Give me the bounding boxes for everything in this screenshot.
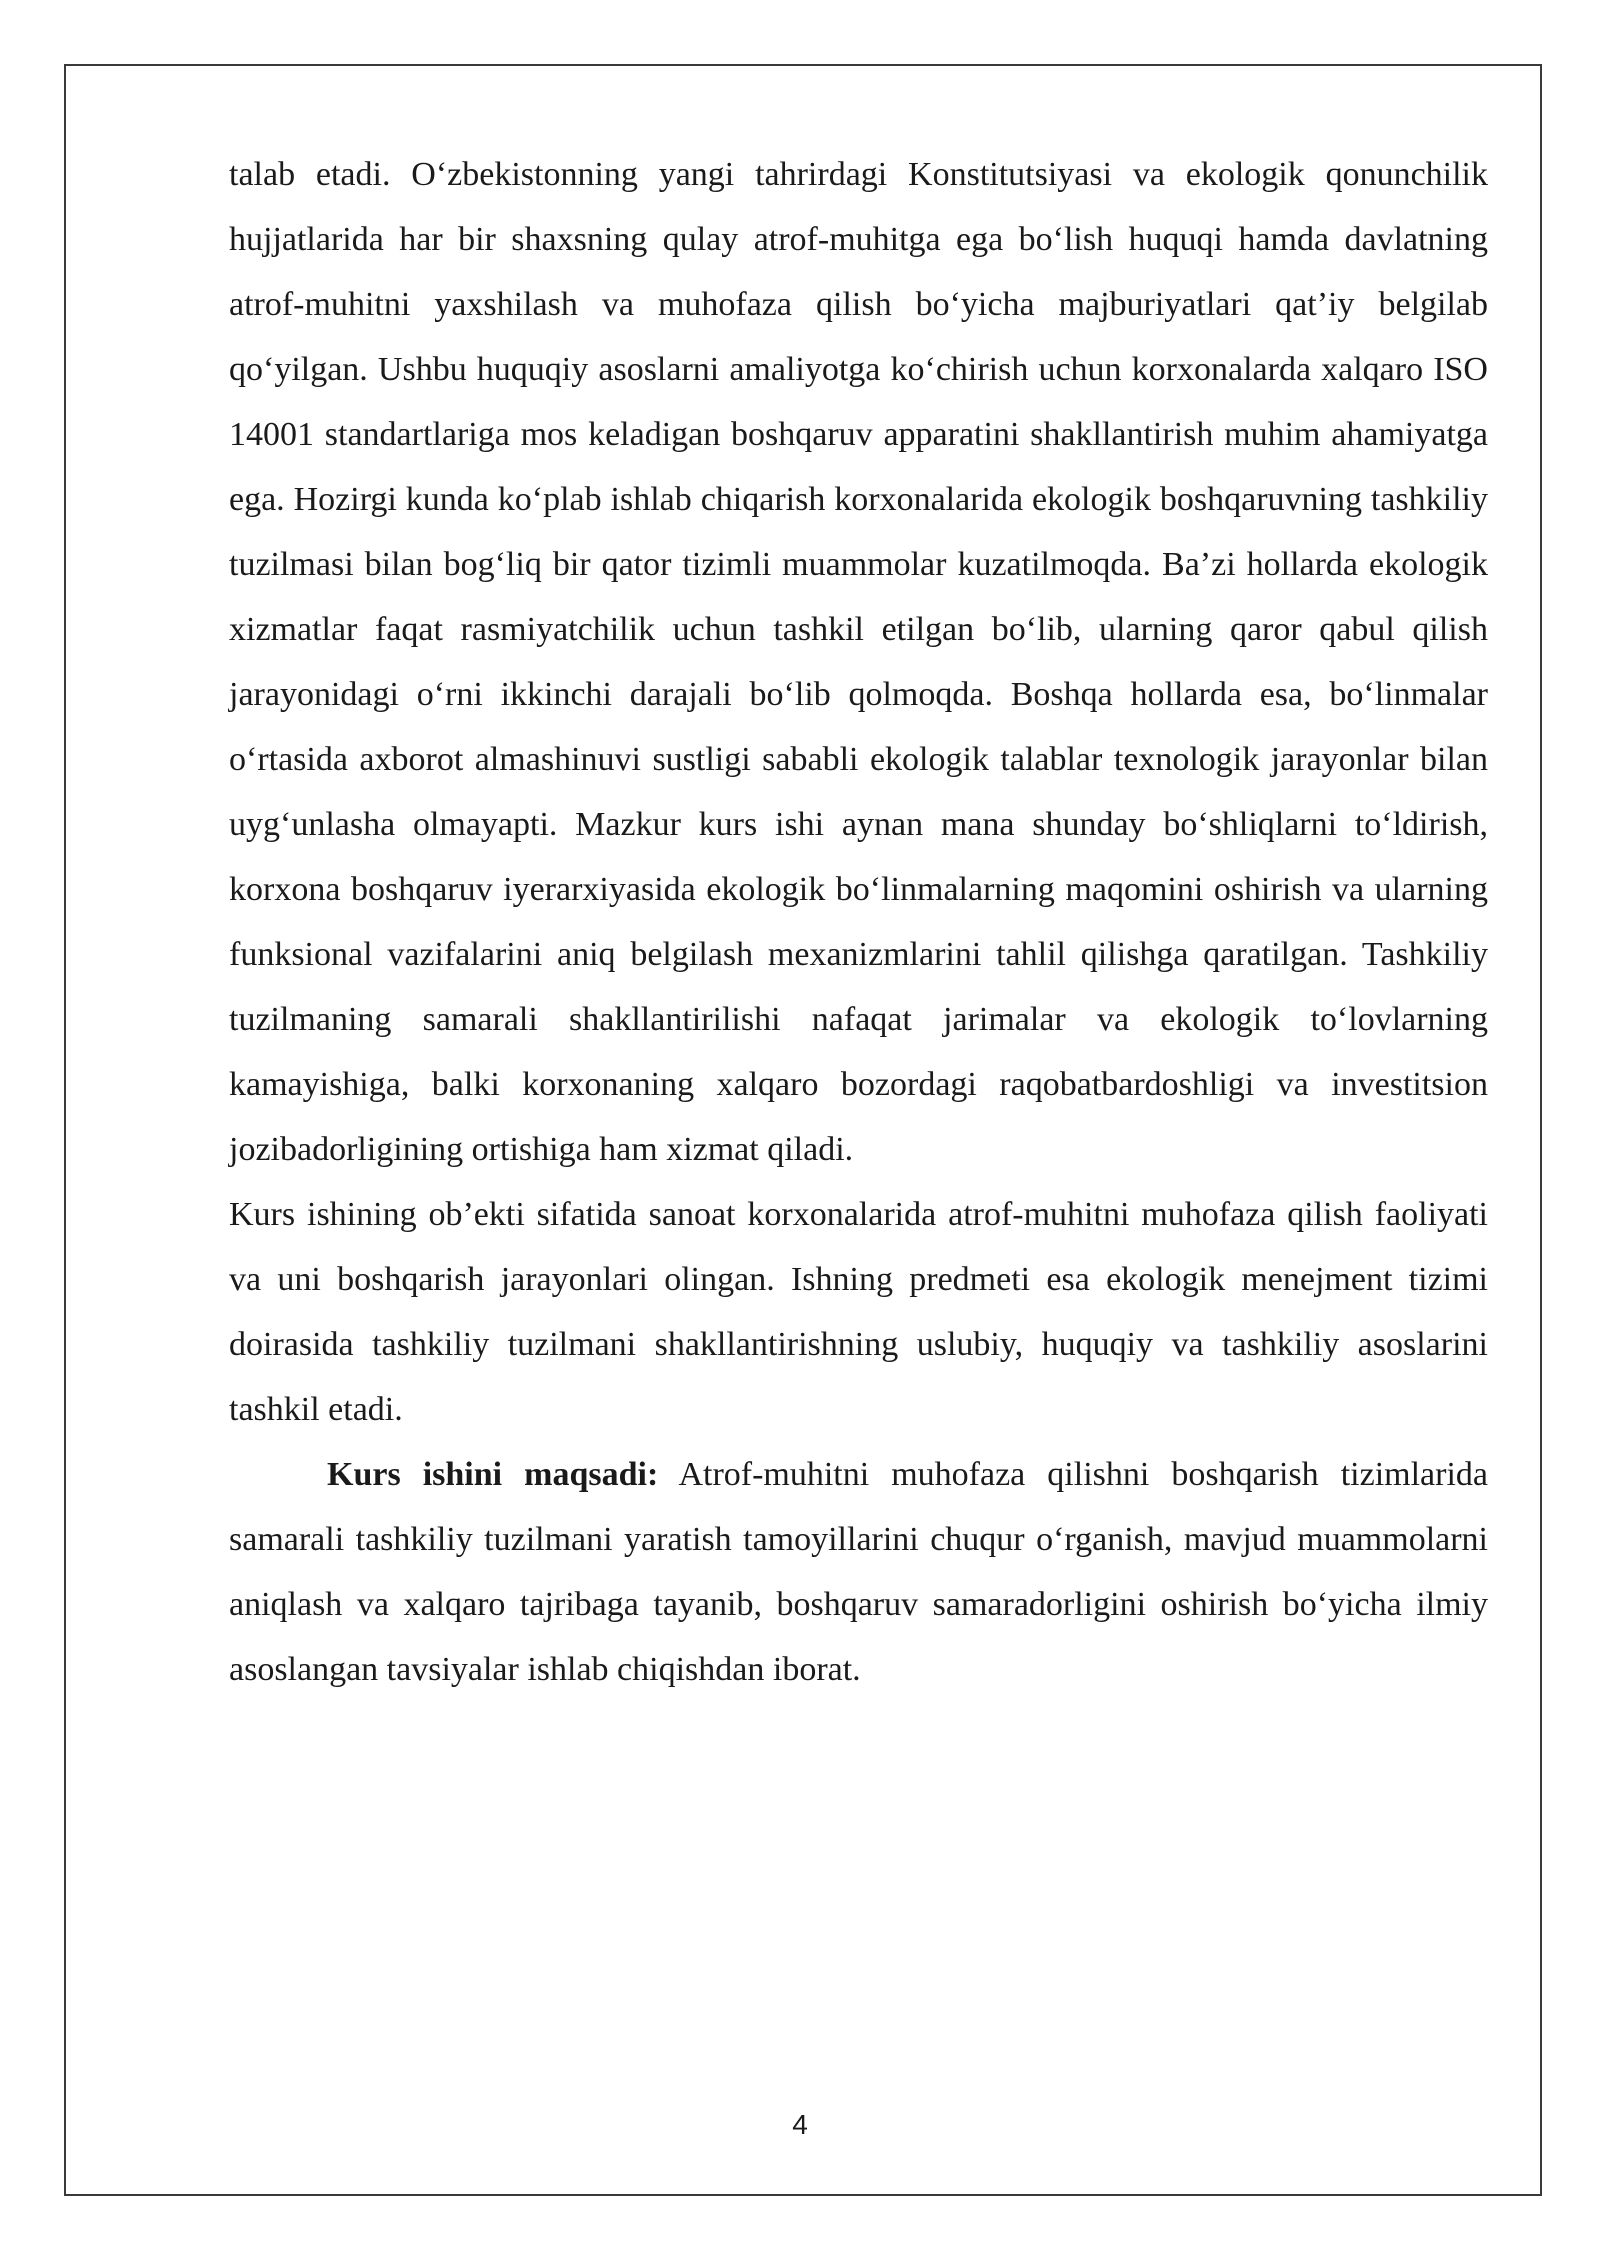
document-body (229, 142, 1488, 1702)
page-number: 4 (792, 2109, 808, 2140)
goal-heading: Kurs ishini maqsadi: (327, 1456, 659, 1493)
goal-text: Atrof-muhitni muhofaza qilishni boshqarish tizimlarida samarali tashkiliy tuzilmani yaratish tamoyillarini chuqur o‘rganish, mavjud muammolarni aniqlash va xalqaro tajribaga tayanib, boshqaruv samaradorligini oshirish bo‘yicha ilmiy asoslangan tavsiyalar ishlab chiqishdan iborat. (229, 1456, 1488, 1688)
paragraph-context: talab etadi. O‘zbekistonning yangi tahrirdagi Konstitutsiyasi va ekologik qonunchilik hujjatlarida har bir shaxsning qulay atrof-muhitga ega bo‘lish huquqi hamda davlatning atrof-muhitni yaxshilash va muhofaza qilish bo‘yicha majburiyatlari qat’iy belgilab qo‘yilgan. Ushbu huquqiy asoslarni amaliyotga ko‘chirish uchun korxonalarda xalqaro ISO 14001 standartlariga mos keladigan boshqaruv apparatini shakllantirish muhim ahamiyatga ega. Hozirgi kunda ko‘plab ishlab chiqarish korxonalarida ekologik boshqaruvning tashkiliy tuzilmasi bilan bog‘liq bir qator tizimli muammolar kuzatilmoqda. Ba’zi hollarda ekologik xizmatlar faqat rasmiyatchilik uchun tashkil etilgan bo‘lib, ularning qaror qabul qilish jarayonidagi o‘rni ikkinchi darajali bo‘lib qolmoqda. Boshqa hollarda esa, bo‘linmalar o‘rtasida axborot almashinuvi sustligi sababli ekologik talablar texnologik jarayonlar bilan uyg‘unlasha olmayapti. Mazkur kurs ishi aynan mana shunday bo‘shliqlarni to‘ldirish, korxona boshqaruv iyerarxiyasida ekologik bo‘linmalarning maqomini oshirish va ularning funksional vazifalarini aniq belgilash mexanizmlarini tahlil qilishga qaratilgan. Tashkiliy tuzilmaning samarali shakllantirilishi nafaqat jarimalar va ekologik to‘lovlarning kamayishiga, balki korxonaning xalqaro bozordagi raqobatbardoshligi va investitsion jozibadorligining ortishiga ham xizmat qiladi. (229, 156, 1488, 1168)
paragraph-object-subject: Kurs ishining ob’ekti sifatida sanoat korxonalarida atrof-muhitni muhofaza qilish faoliyati va uni boshqarish jarayonlari olingan. Ishning predmeti esa ekologik menejment tizimi doirasida tashkiliy tuzilmani shakllantirishning uslubiy, huquqiy va tashkiliy asoslarini tashkil etadi. (229, 1196, 1488, 1428)
paragraph-goal (229, 1442, 1488, 1702)
